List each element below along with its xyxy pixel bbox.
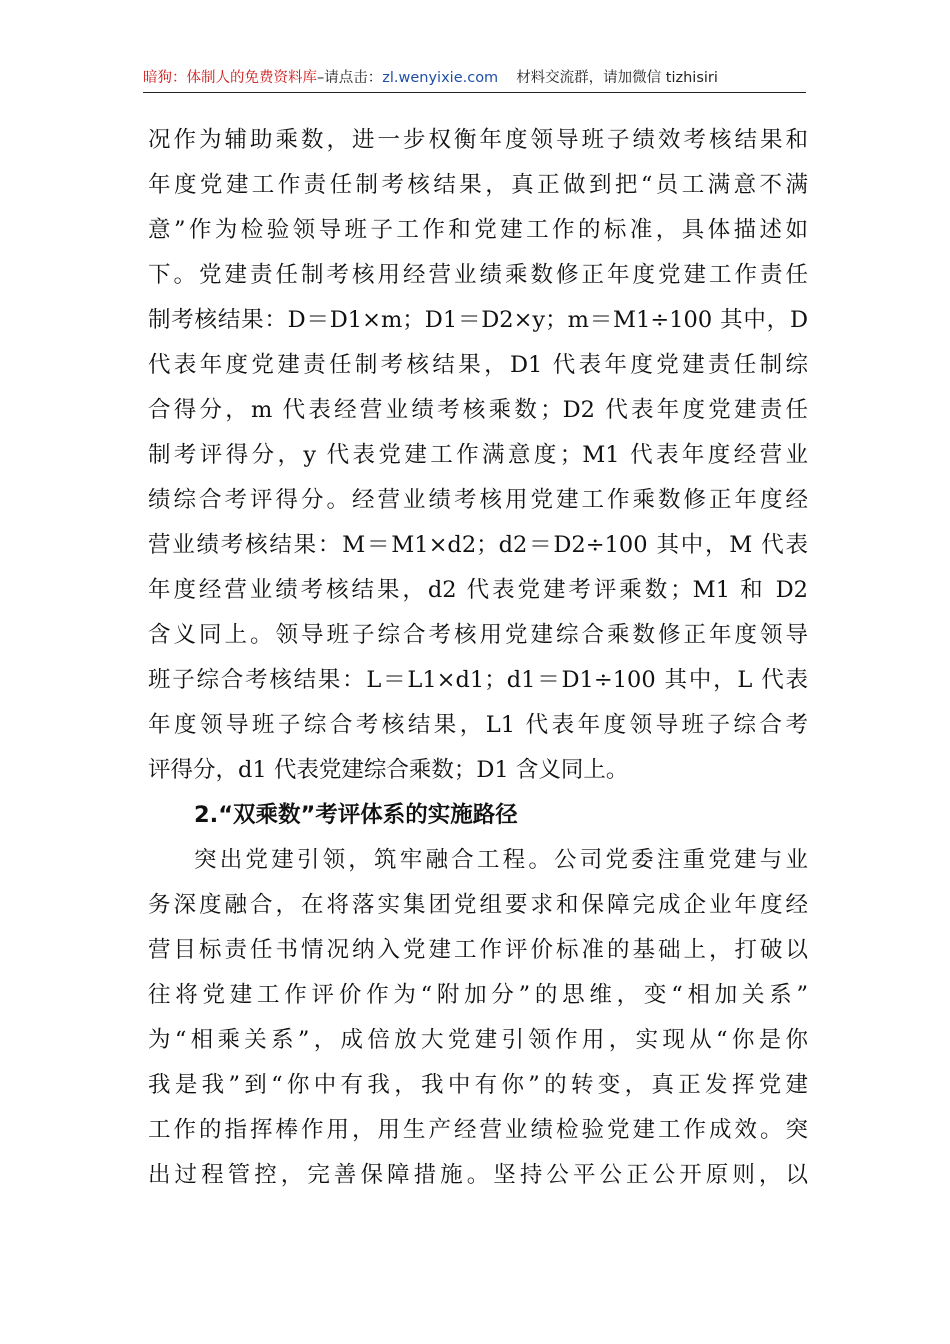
text-line: 意”作为检验领导班子工作和党建工作的标准，具体描述如 bbox=[148, 217, 808, 243]
text-line: 班子综合考核结果：L＝L1×d1；d1＝D1÷100 其中，L 代表 bbox=[148, 667, 808, 693]
text-line: 合得分，m 代表经营业绩考核乘数；D2 代表年度党建责任 bbox=[148, 397, 808, 423]
text-line: 制考核结果：D＝D1×m；D1＝D2×y；m＝M1÷100 其中，D bbox=[148, 307, 808, 333]
text-line: 我是我”到“你中有我，我中有你”的转变，真正发挥党建 bbox=[148, 1072, 808, 1098]
paragraph-implementation bbox=[148, 838, 808, 1198]
text-line: 评得分，d1 代表党建综合乘数；D1 含义同上。 bbox=[148, 757, 629, 783]
text-line: 务深度融合，在将落实集团党组要求和保障完成企业年度经 bbox=[148, 892, 808, 918]
text-line: 含义同上。领导班子综合考核用党建综合乘数修正年度领导 bbox=[148, 622, 808, 648]
page-header bbox=[143, 64, 806, 93]
text-line: 为“相乘关系”，成倍放大党建引领作用，实现从“你是你 bbox=[148, 1027, 808, 1053]
text-line: 工作的指挥棒作用，用生产经营业绩检验党建工作成效。突 bbox=[148, 1117, 808, 1143]
header-brand: 暗狗：体制人的免费资料库 bbox=[143, 70, 317, 86]
text-line: 年度经营业绩考核结果，d2 代表党建考评乘数；M1 和 D2 bbox=[148, 577, 808, 603]
text-line: 年度领导班子综合考核结果，L1 代表年度领导班子综合考 bbox=[148, 712, 808, 738]
text-line: 制考评得分，y 代表党建工作满意度；M1 代表年度经营业 bbox=[148, 442, 808, 468]
text-line: 年度党建工作责任制考核结果，真正做到把“员工满意不满 bbox=[148, 172, 808, 198]
paragraph-formulas bbox=[148, 118, 808, 793]
header-prompt: –请点击： bbox=[317, 70, 383, 86]
text-line: 营目标责任书情况纳入党建工作评价标准的基础上，打破以 bbox=[148, 937, 808, 963]
text-line: 况作为辅助乘数，进一步权衡年度领导班子绩效考核结果和 bbox=[148, 127, 808, 153]
section-heading: 2.“双乘数”考评体系的实施路径 bbox=[194, 802, 518, 828]
text-line: 绩综合考评得分。经营业绩考核用党建工作乘数修正年度经 bbox=[148, 487, 808, 513]
text-line: 营业绩考核结果：M＝M1×d2；d2＝D2÷100 其中，M 代表 bbox=[148, 532, 808, 558]
header-contact: 材料交流群，请加微信 tizhisiri bbox=[516, 70, 718, 86]
text-line: 往将党建工作评价作为“附加分”的思维，变“相加关系” bbox=[148, 982, 808, 1008]
document-body bbox=[148, 118, 808, 1198]
text-line: 下。党建责任制考核用经营业绩乘数修正年度党建工作责任 bbox=[148, 262, 808, 288]
header-link[interactable]: zl.wenyixie.com bbox=[382, 70, 499, 86]
text-line: 代表年度党建责任制考核结果，D1 代表年度党建责任制综 bbox=[148, 352, 808, 378]
text-line: 出过程管控，完善保障措施。坚持公平公正公开原则，以 bbox=[148, 1162, 808, 1188]
text-line: 突出党建引领，筑牢融合工程。公司党委注重党建与业 bbox=[194, 847, 808, 873]
